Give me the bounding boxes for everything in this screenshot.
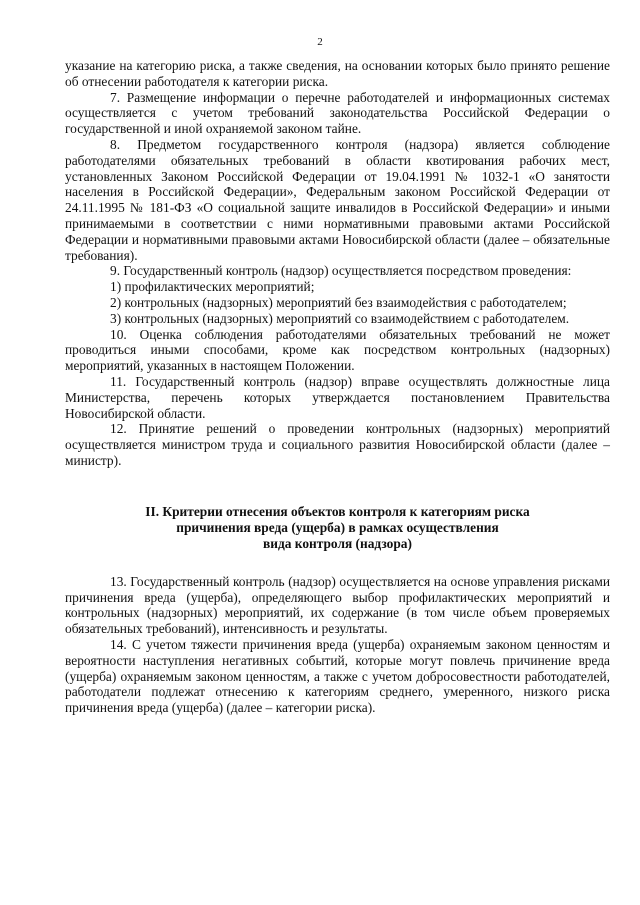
paragraph: указание на категорию риска, а также сведения, на основании которых было принято решение об отнесении работодателя к категории риска. (65, 58, 610, 89)
paragraph: 11. Государственный контроль (надзор) вправе осуществлять должностные лица Министерства, перечень которых утверждается постановлением Правительства Новосибирской области. (65, 373, 610, 421)
paragraphs-top (65, 58, 610, 469)
paragraph: 2) контрольных (надзорных) мероприятий без взаимодействия с работодателем; (110, 294, 567, 310)
document-body (65, 58, 610, 716)
paragraph: 3) контрольных (надзорных) мероприятий со взаимодействием с работодателем. (110, 310, 570, 326)
paragraph: 8. Предметом государственного контроля (надзора) является соблюдение работодателями обязательных требований в области квотирования рабочих мест, установленных Законом Российской Федерации от 19.04.1991 № 1032-1 «О занятости населения в Российской Федерации», Федеральным законом Российской Федерации от 24.11.1995 № 181-ФЗ «О социальной защите инвалидов в Российской Федерации» и иными принимаемыми в соответствии с ними нормативными правовыми актами Российской Федерации и нормативными правовыми актами Новосибирской области (далее – обязательные требования). (65, 136, 610, 263)
paragraph: 12. Принятие решений о проведении контрольных (надзорных) мероприятий осуществляется министром труда и социального развития Новосибирской области (далее – министр). (65, 421, 610, 468)
paragraph: 7. Размещение информации о перечне работодателей и информационных системах осуществляется с учетом требований законодательства Российской Федерации о государственной и иной охраняемой законом тайне. (65, 89, 610, 137)
page-number: 2 (317, 36, 323, 48)
paragraph: 14. С учетом тяжести причинения вреда (ущерба) охраняемым законом ценностям и вероятности наступления негативных событий, которые могут повлечь причинение вреда (ущерба) охраняемым законом ценностям, а также с учетом добросовестности работодателей, работодатели подлежат отнесению к категориям среднего, умеренного, низкого риска причинения вреда (ущерба) (далее – категории риска). (65, 636, 610, 716)
paragraph: 9. Государственный контроль (надзор) осуществляется посредством проведения: (110, 263, 572, 279)
paragraph: 10. Оценка соблюдения работодателями обязательных требований не может проводиться иными способами, кроме как посредством контрольных (надзорных) мероприятий, указанных в настоящем Положении. (65, 326, 610, 374)
section-heading (65, 504, 610, 552)
section-heading-line1: II. Критерии отнесения объектов контроля к категориям риска (145, 503, 530, 519)
paragraph: 1) профилактических мероприятий; (110, 279, 315, 295)
section-heading-line2: причинения вреда (ущерба) в рамках осуществления (176, 519, 499, 535)
section-heading-line3: вида контроля (надзора) (263, 535, 412, 551)
paragraphs-bottom (65, 574, 610, 716)
paragraph: 13. Государственный контроль (надзор) осуществляется на основе управления рисками причинения вреда (ущерба), определяющего выбор профилактических мероприятий и контрольных (надзорных) мероприятий, их содержание (в том числе объем проверяемых обязательных требований), интенсивность и результаты. (65, 573, 610, 637)
